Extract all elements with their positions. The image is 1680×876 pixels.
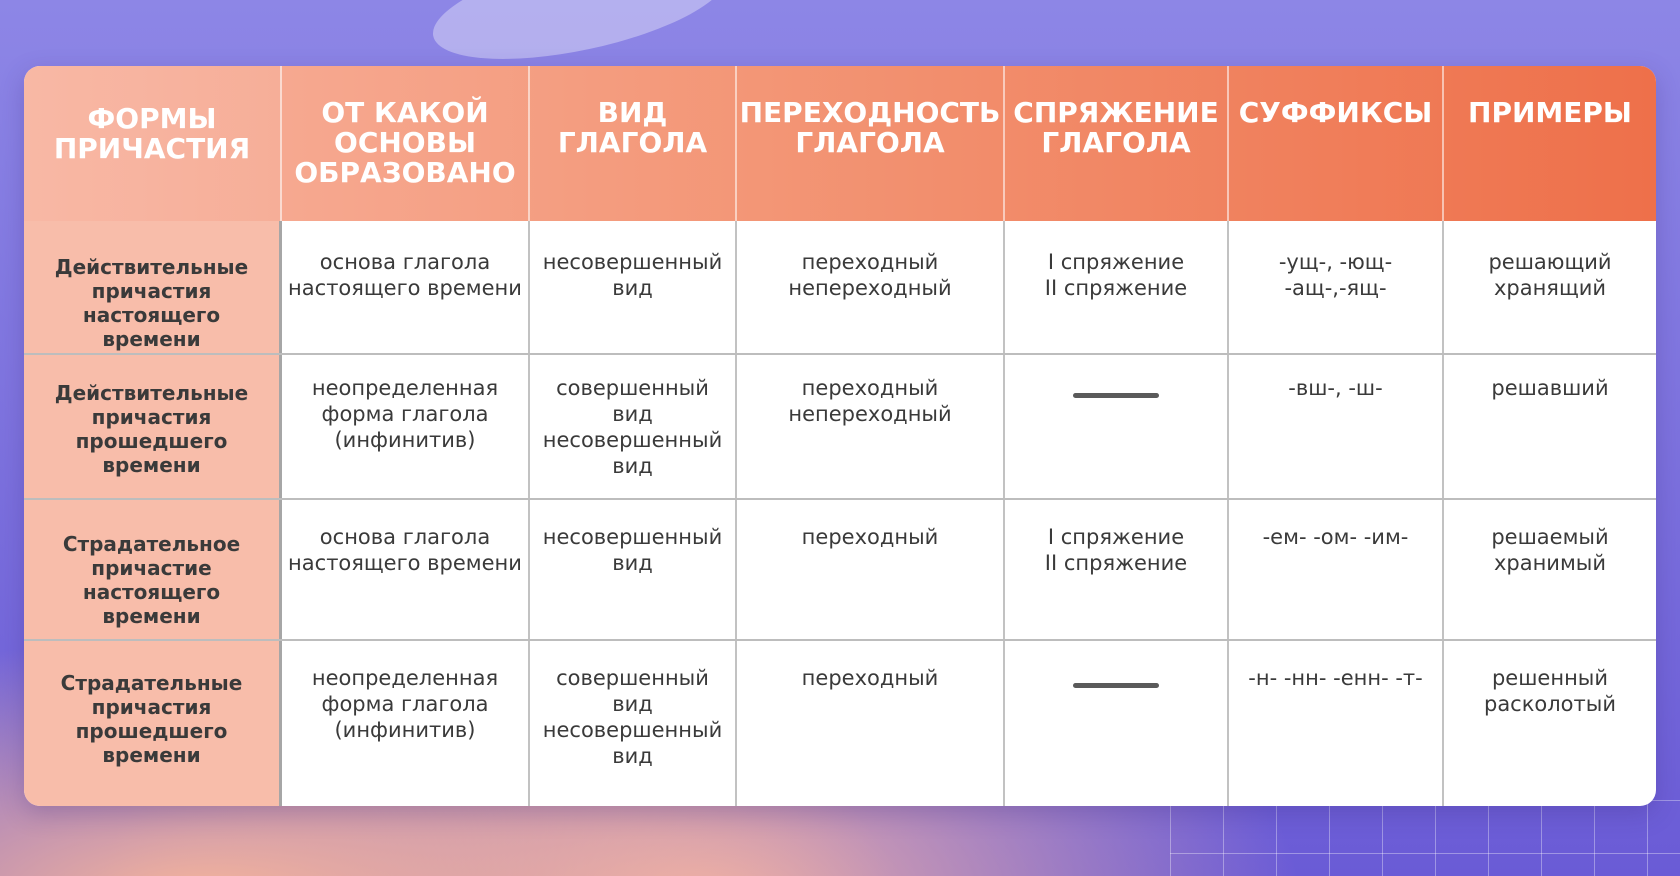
examples-cell: решавший bbox=[1491, 376, 1609, 400]
header-cell-suffixes: СУФФИКСЫ bbox=[1229, 66, 1444, 221]
table-header bbox=[24, 66, 1656, 221]
aspect-cell: совершенный вид несовершенный вид bbox=[530, 641, 737, 806]
header-cell-forms: ФОРМЫ ПРИЧАСТИЯ bbox=[24, 66, 282, 221]
background-grid bbox=[1170, 800, 1680, 876]
table-row bbox=[24, 221, 1656, 353]
row-label-cell: Страдательные причастия прошедшего времени bbox=[24, 641, 282, 806]
participles-table bbox=[24, 66, 1656, 806]
header-cell-conjugation: СПРЯЖЕНИЕ ГЛАГОЛА bbox=[1005, 66, 1229, 221]
stem-cell: неопределенная форма глагола (инфинитив) bbox=[282, 641, 530, 806]
table-row bbox=[24, 353, 1656, 498]
suffixes-cell: -ем- -ом- -им- bbox=[1229, 500, 1444, 639]
aspect-cell: несовершенный вид bbox=[530, 500, 737, 639]
conjugation-cell: I спряжение II спряжение bbox=[1005, 500, 1229, 639]
suffixes-cell: -н- -нн- -енн- -т- bbox=[1229, 641, 1444, 806]
table-row bbox=[24, 498, 1656, 639]
conjugation-cell bbox=[1005, 641, 1229, 806]
examples-cell: решающий хранящий bbox=[1488, 250, 1612, 300]
conjugation-cell bbox=[1005, 355, 1229, 498]
row-label-cell: Действительные причастия настоящего времени bbox=[24, 221, 282, 353]
header-cell-aspect: ВИД ГЛАГОЛА bbox=[530, 66, 737, 221]
aspect-cell: несовершенный вид bbox=[530, 221, 737, 353]
transitivity-cell: переходный bbox=[737, 641, 1005, 806]
header-cell-transitivity: ПЕРЕХОДНОСТЬ ГЛАГОЛА bbox=[737, 66, 1005, 221]
row-label-cell: Действительные причастия прошедшего времени bbox=[24, 355, 282, 498]
transitivity-cell: переходный непереходный bbox=[737, 355, 1005, 498]
stem-cell: основа глагола настоящего времени bbox=[282, 221, 530, 353]
table-row bbox=[24, 639, 1656, 806]
stem-cell: основа глагола настоящего времени bbox=[282, 500, 530, 639]
transitivity-cell: переходный bbox=[737, 500, 1005, 639]
header-cell-stem: ОТ КАКОЙ ОСНОВЫ ОБРАЗОВАНО bbox=[282, 66, 530, 221]
transitivity-cell: переходный непереходный bbox=[737, 221, 1005, 353]
conjugation-cell: I спряжение II спряжение bbox=[1005, 221, 1229, 353]
stem-cell: неопределенная форма глагола (инфинитив) bbox=[282, 355, 530, 498]
row-label-cell: Страдательное причастие настоящего времени bbox=[24, 500, 282, 639]
aspect-cell: совершенный вид несовершенный вид bbox=[530, 355, 737, 498]
examples-cell: решенный расколотый bbox=[1483, 666, 1616, 716]
dash-mark bbox=[1073, 683, 1159, 688]
examples-cell: решаемый хранимый bbox=[1491, 525, 1609, 575]
suffixes-cell: -ущ-, -ющ- -ащ-,-ящ- bbox=[1229, 221, 1444, 353]
header-cell-examples: ПРИМЕРЫ bbox=[1468, 96, 1632, 129]
suffixes-cell: -вш-, -ш- bbox=[1229, 355, 1444, 498]
dash-mark bbox=[1073, 393, 1159, 398]
